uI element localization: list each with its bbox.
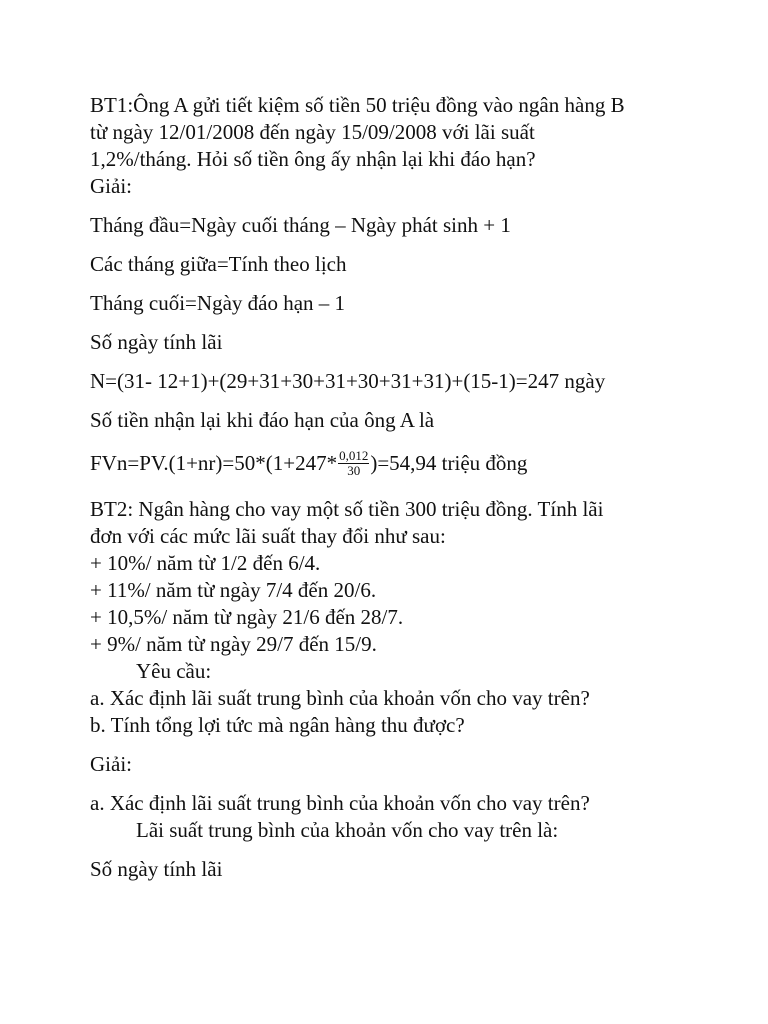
bt2-problem-line-2: đơn với các mức lãi suất thay đổi như sau:	[90, 523, 446, 548]
bt2-problem	[90, 496, 740, 739]
bt2-solution-label: Giải:	[90, 751, 132, 776]
bt1-middle-months: Các tháng giữa=Tính theo lịch	[90, 252, 347, 276]
bt2-part-a-heading: a. Xác định lãi suất trung bình của khoản vốn cho vay trên?	[90, 790, 590, 815]
bt1-problem	[90, 92, 740, 200]
bt1-solution-label: Giải:	[90, 174, 132, 198]
bt1-first-month: Tháng đầu=Ngày cuối tháng – Ngày phát sinh + 1	[90, 213, 511, 237]
bt1-problem-line-3: 1,2%/tháng. Hỏi số tiền ông ấy nhận lại khi đáo hạn?	[90, 147, 536, 171]
bt1-fv-formula	[90, 447, 740, 480]
bt2-interest-days-label: Số ngày tính lãi	[90, 856, 223, 881]
bt2-rate-1: + 10%/ năm từ 1/2 đến 6/4.	[90, 550, 321, 575]
bt1-problem-line-2: từ ngày 12/01/2008 đến ngày 15/09/2008 với lãi suất	[90, 120, 535, 144]
fv-formula-suffix: )=54,94 triệu đồng	[370, 451, 528, 475]
fv-fraction-denominator: 30	[347, 462, 361, 478]
fv-formula-prefix: FVn=PV.(1+nr)=50*(1+247*	[90, 451, 338, 475]
bt2-part-a	[90, 790, 740, 844]
document-page	[90, 92, 740, 883]
bt2-avg-rate-label: Lãi suất trung bình của khoản vốn cho vay trên là:	[136, 817, 559, 842]
bt2-problem-line-1: BT2: Ngân hàng cho vay một số tiền 300 triệu đồng. Tính lãi	[90, 496, 604, 521]
bt2-requirements-label: Yêu cầu:	[136, 658, 212, 683]
bt2-rate-4: + 9%/ năm từ ngày 29/7 đến 15/9.	[90, 631, 377, 656]
bt2-requirement-b: b. Tính tổng lợi tức mà ngân hàng thu được?	[90, 712, 465, 737]
bt1-problem-line-1: BT1:Ông A gửi tiết kiệm số tiền 50 triệu đồng vào ngân hàng B	[90, 93, 625, 117]
bt1-days-formula: N=(31- 12+1)+(29+31+30+31+30+31+31)+(15-1)=247 ngày	[90, 369, 606, 393]
fv-fraction	[338, 449, 369, 478]
bt1-last-month: Tháng cuối=Ngày đáo hạn – 1	[90, 291, 346, 315]
fv-fraction-numerator: 0,012	[339, 447, 369, 463]
bt2-rate-3: + 10,5%/ năm từ ngày 21/6 đến 28/7.	[90, 604, 404, 629]
bt2-rate-2: + 11%/ năm từ ngày 7/4 đến 20/6.	[90, 577, 377, 602]
bt1-receive-label: Số tiền nhận lại khi đáo hạn của ông A là	[90, 408, 435, 432]
bt2-requirement-a: a. Xác định lãi suất trung bình của khoản vốn cho vay trên?	[90, 685, 590, 710]
bt1-interest-days-label: Số ngày tính lãi	[90, 330, 223, 354]
